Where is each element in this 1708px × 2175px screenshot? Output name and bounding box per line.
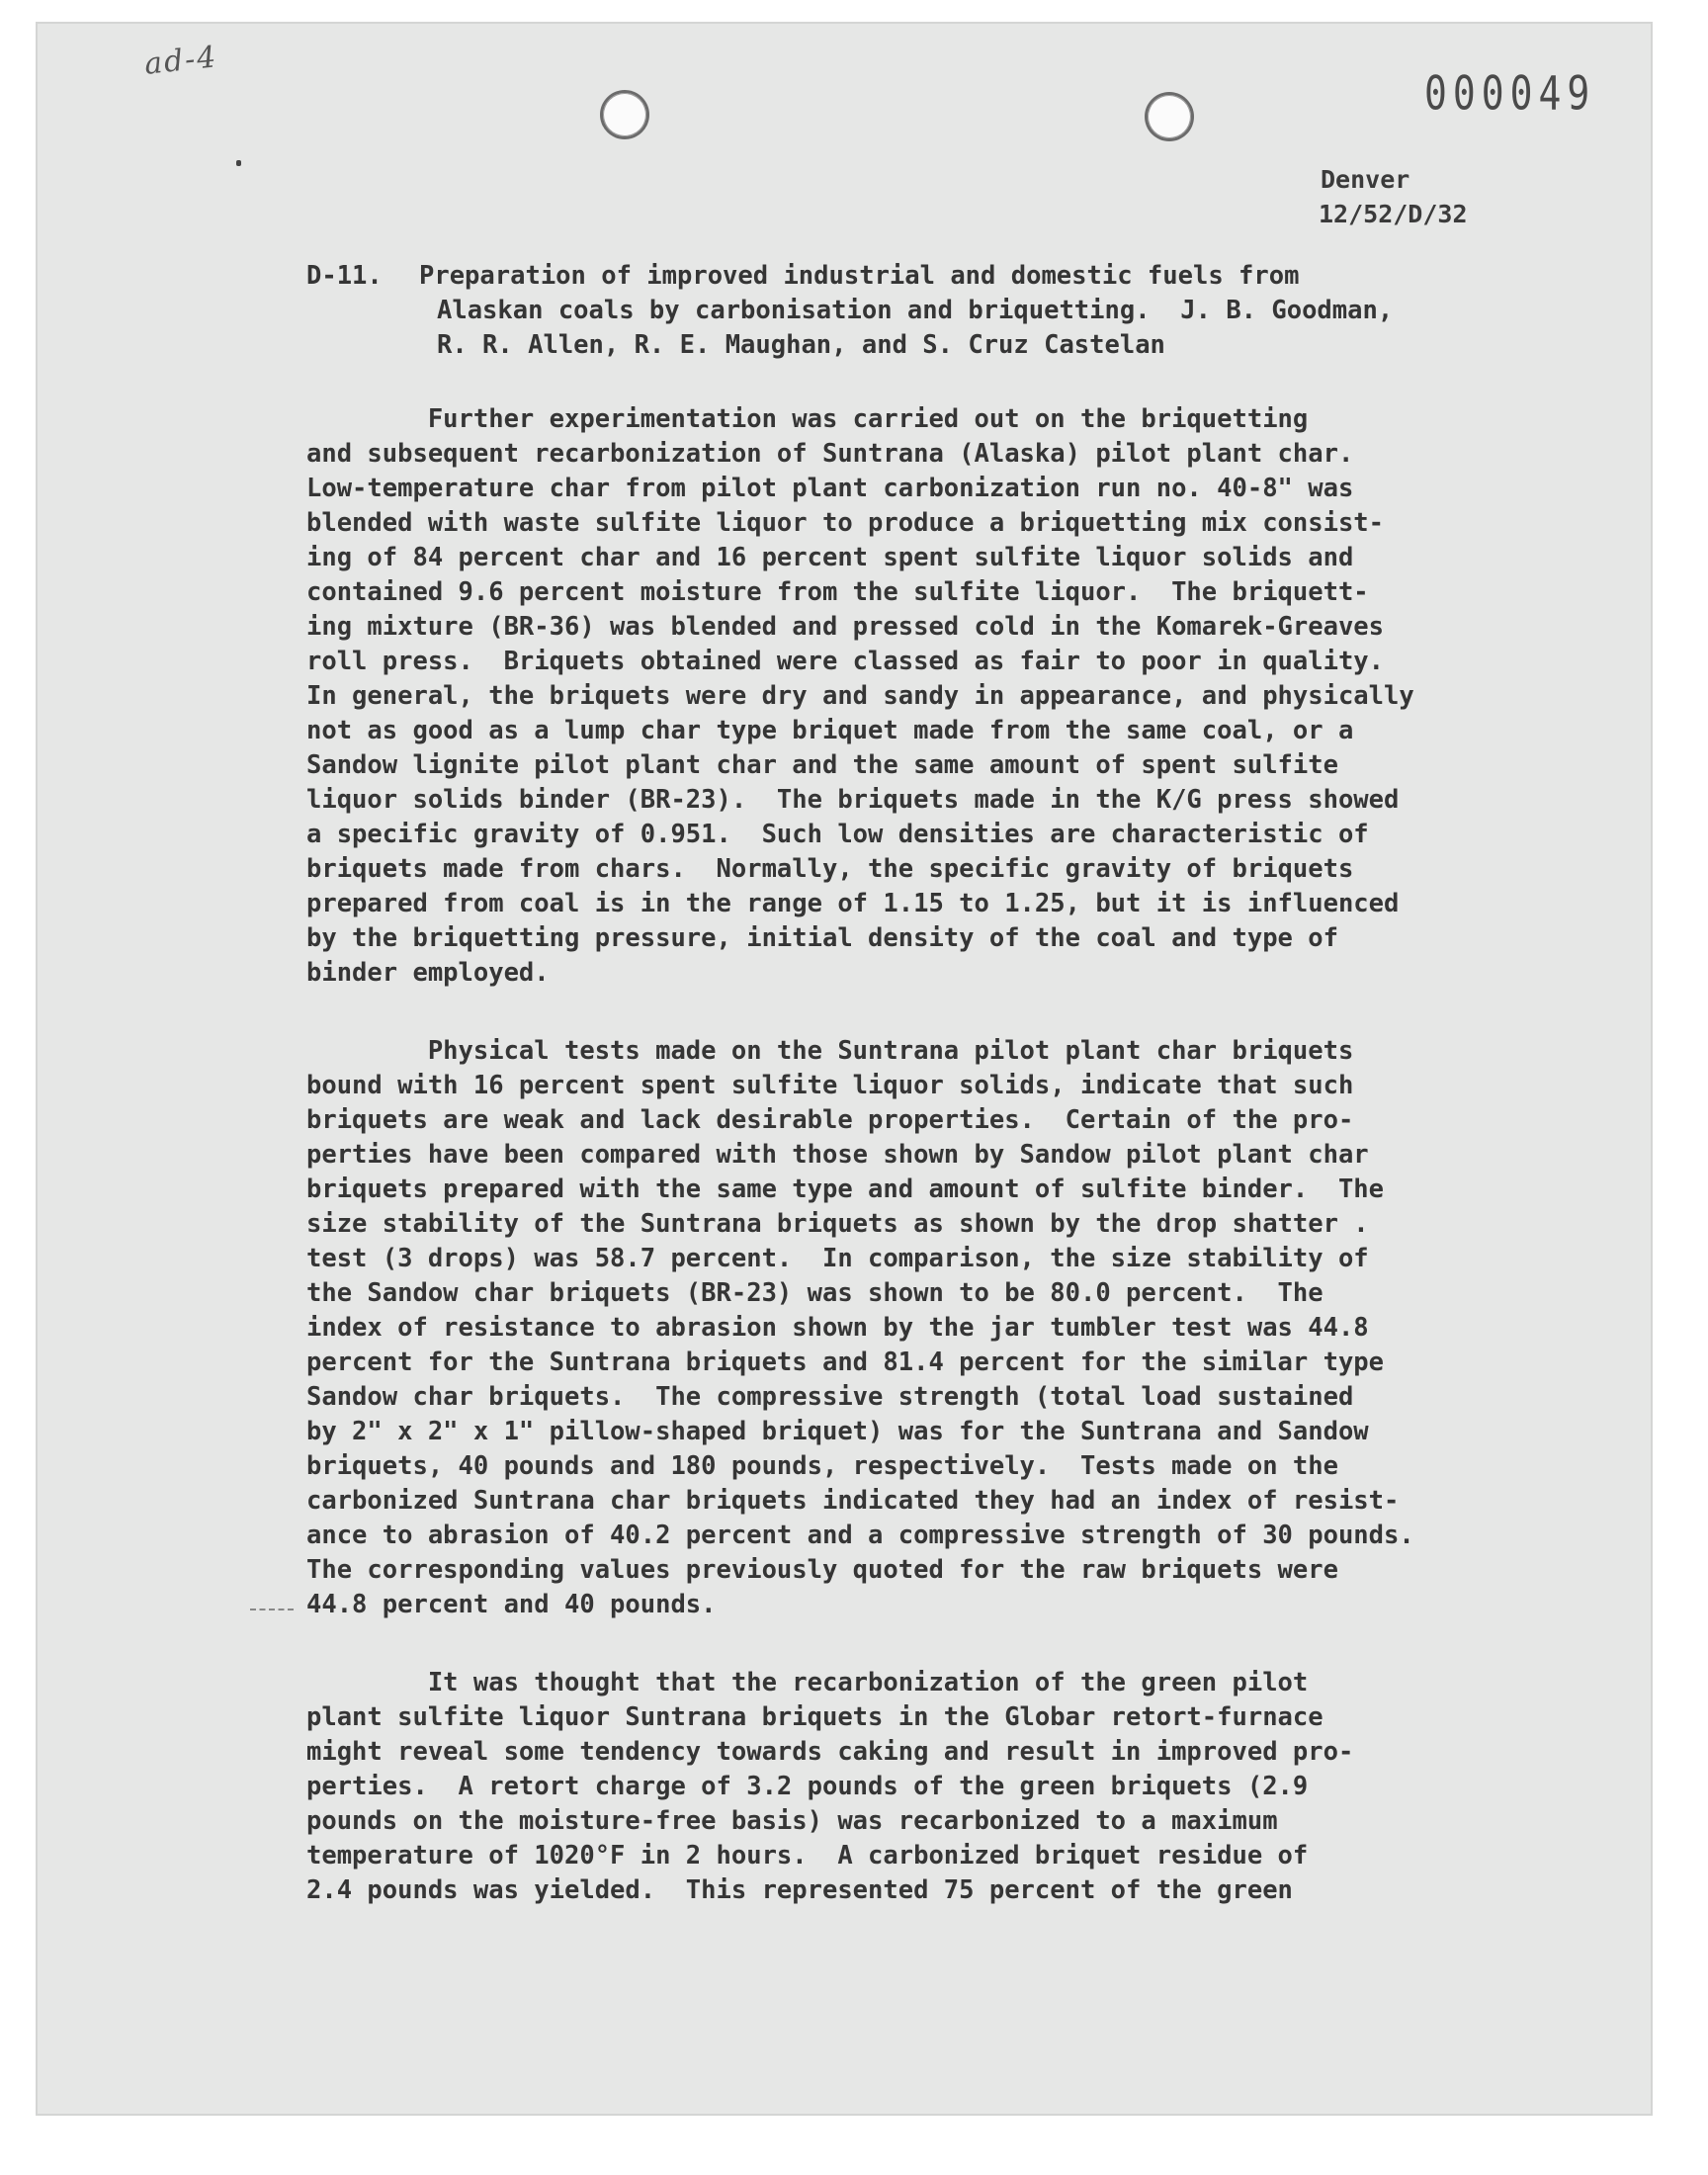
text-line: carbonized Suntrana char briquets indicated they had an index of resist- bbox=[306, 1486, 1400, 1516]
text-line: temperature of 1020°F in 2 hours. A carbonized briquet residue of bbox=[306, 1841, 1309, 1870]
paragraph-1 bbox=[306, 402, 1542, 991]
heading-line: Alaskan coals by carbonisation and briquetting. J. B. Goodman, bbox=[437, 296, 1394, 325]
text-line: might reveal some tendency towards caking and result in improved pro- bbox=[306, 1737, 1354, 1767]
text-line: briquets, 40 pounds and 180 pounds, respectively. Tests made on the bbox=[306, 1451, 1338, 1481]
text-line: Sandow char briquets. The compressive strength (total load sustained bbox=[306, 1382, 1354, 1412]
text-line: test (3 drops) was 58.7 percent. In comparison, the size stability of bbox=[306, 1244, 1369, 1273]
location-label: Denver bbox=[1321, 165, 1410, 194]
text-line: prepared from coal is in the range of 1.15 to 1.25, but it is influenced bbox=[306, 889, 1400, 918]
text-line: briquets prepared with the same type and amount of sulfite binder. The bbox=[306, 1174, 1385, 1204]
handwritten-mark: ad-4 bbox=[142, 40, 219, 82]
text-line: perties have been compared with those shown by Sandow pilot plant char bbox=[306, 1140, 1369, 1170]
punch-hole-left bbox=[603, 93, 646, 136]
text-line: briquets made from chars. Normally, the specific gravity of briquets bbox=[306, 854, 1354, 884]
reference-code: 12/52/D/32 bbox=[1319, 200, 1468, 228]
text-line: and subsequent recarbonization of Suntrana (Alaska) pilot plant char. bbox=[306, 439, 1354, 469]
text-line: bound with 16 percent spent sulfite liquor solids, indicate that such bbox=[306, 1071, 1354, 1100]
text-line: not as good as a lump char type briquet made from the same coal, or a bbox=[306, 716, 1354, 745]
text-line: 2.4 pounds was yielded. This represented 75 percent of the green bbox=[306, 1875, 1293, 1905]
text-line: ance to abrasion of 40.2 percent and a compressive strength of 30 pounds. bbox=[306, 1521, 1414, 1550]
text-line: It was thought that the recarbonization of the green pilot bbox=[306, 1668, 1309, 1697]
text-line: by the briquetting pressure, initial density of the coal and type of bbox=[306, 923, 1338, 953]
paragraph-3 bbox=[306, 1666, 1542, 1908]
text-line: percent for the Suntrana briquets and 81.4 percent for the similar type bbox=[306, 1348, 1385, 1377]
text-line: contained 9.6 percent moisture from the sulfite liquor. The briquett- bbox=[306, 577, 1369, 607]
text-line: a specific gravity of 0.951. Such low densities are characteristic of bbox=[306, 820, 1369, 849]
text-line: Physical tests made on the Suntrana pilot plant char briquets bbox=[306, 1036, 1354, 1066]
paragraph-2 bbox=[306, 1034, 1542, 1622]
section-heading bbox=[306, 259, 1542, 363]
text-line: liquor solids binder (BR-23). The briquets made in the K/G press showed bbox=[306, 785, 1400, 815]
text-line: size stability of the Suntrana briquets as shown by the drop shatter . bbox=[306, 1209, 1369, 1239]
text-line: The corresponding values previously quoted for the raw briquets were bbox=[306, 1555, 1338, 1585]
text-line: ing of 84 percent char and 16 percent spent sulfite liquor solids and bbox=[306, 543, 1354, 572]
text-line: 44.8 percent and 40 pounds. bbox=[306, 1590, 717, 1619]
margin-dash-mark bbox=[250, 1609, 294, 1610]
text-line: index of resistance to abrasion shown by the jar tumbler test was 44.8 bbox=[306, 1313, 1369, 1343]
text-line: pounds on the moisture-free basis) was recarbonized to a maximum bbox=[306, 1806, 1278, 1836]
heading-line: Preparation of improved industrial and domestic fuels from bbox=[419, 261, 1300, 291]
text-line: blended with waste sulfite liquor to produce a briquetting mix consist- bbox=[306, 508, 1385, 538]
text-line: Sandow lignite pilot plant char and the same amount of spent sulfite bbox=[306, 750, 1338, 780]
section-number: D-11. bbox=[306, 261, 383, 291]
text-line: In general, the briquets were dry and sandy in appearance, and physically bbox=[306, 681, 1414, 711]
text-line: binder employed. bbox=[306, 958, 550, 988]
text-line: roll press. Briquets obtained were classed as fair to poor in quality. bbox=[306, 647, 1385, 676]
text-line: briquets are weak and lack desirable properties. Certain of the pro- bbox=[306, 1105, 1354, 1135]
document-reference bbox=[1319, 162, 1468, 231]
text-line: Low-temperature char from pilot plant carbonization run no. 40-8" was bbox=[306, 474, 1354, 503]
ink-dot bbox=[236, 160, 241, 166]
heading-line: R. R. Allen, R. E. Maughan, and S. Cruz Castelan bbox=[437, 330, 1165, 360]
page-stamp-number: 000049 bbox=[1424, 65, 1596, 121]
punch-hole-right bbox=[1148, 95, 1191, 138]
text-line: plant sulfite liquor Suntrana briquets in the Globar retort-furnace bbox=[306, 1702, 1324, 1732]
document-body bbox=[306, 259, 1542, 1908]
text-line: the Sandow char briquets (BR-23) was shown to be 80.0 percent. The bbox=[306, 1278, 1324, 1308]
text-line: perties. A retort charge of 3.2 pounds of the green briquets (2.9 bbox=[306, 1772, 1309, 1801]
text-line: ing mixture (BR-36) was blended and pressed cold in the Komarek-Greaves bbox=[306, 612, 1385, 642]
text-line: by 2" x 2" x 1" pillow-shaped briquet) was for the Suntrana and Sandow bbox=[306, 1417, 1369, 1446]
text-line: Further experimentation was carried out on the briquetting bbox=[306, 404, 1309, 434]
